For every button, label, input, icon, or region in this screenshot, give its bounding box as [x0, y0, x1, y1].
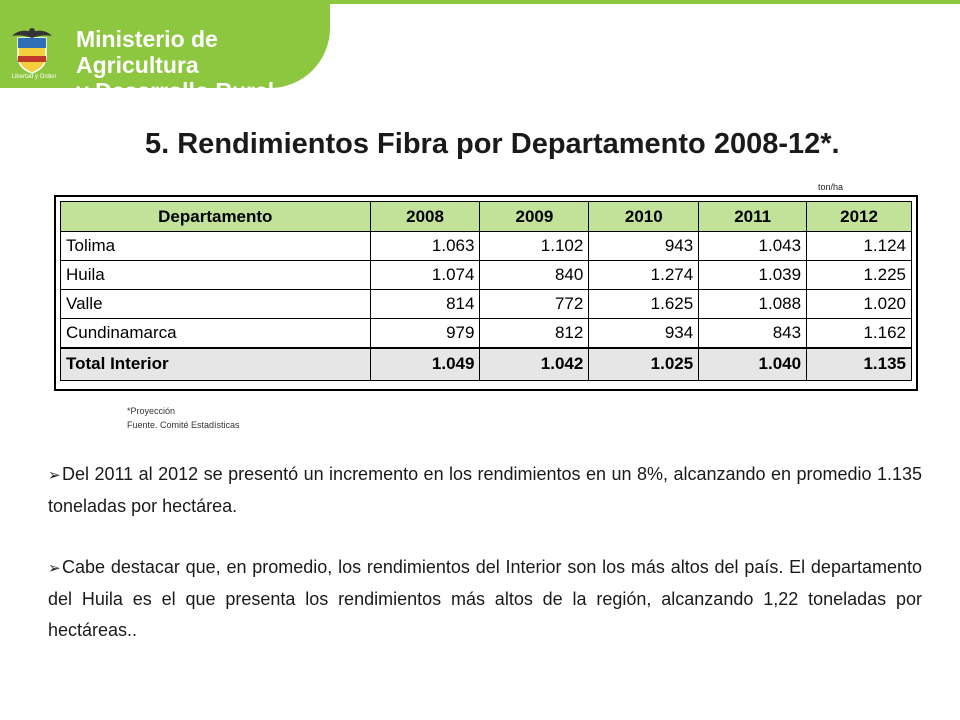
- table-header-row: [61, 202, 912, 232]
- crest-caption: Libertad y Orden: [11, 74, 57, 80]
- value-cell: 772: [480, 290, 589, 319]
- value-cell: 814: [370, 290, 480, 319]
- value-cell: 1.124: [807, 232, 912, 261]
- value-cell: 979: [370, 319, 480, 348]
- ministry-line-1: Ministerio de Agricultura: [76, 26, 218, 78]
- column-header: 2009: [480, 202, 589, 232]
- ministry-name: [76, 26, 330, 104]
- total-label-cell: Total Interior: [61, 348, 371, 381]
- projection-note: *Proyección: [127, 406, 176, 416]
- arrow-bullet-icon: ➢: [48, 560, 61, 577]
- department-cell: Valle: [61, 290, 371, 319]
- value-cell: 1.074: [370, 261, 480, 290]
- total-value-cell: 1.135: [807, 348, 912, 381]
- bullet-paragraph-1: [48, 459, 922, 522]
- value-cell: 1.225: [807, 261, 912, 290]
- value-cell: 1.039: [699, 261, 807, 290]
- value-cell: 1.043: [699, 232, 807, 261]
- column-header: Departamento: [61, 202, 371, 232]
- page-title: 5. Rendimientos Fibra por Departamento 2008-12*.: [145, 128, 840, 160]
- department-cell: Tolima: [61, 232, 371, 261]
- bullet-text: Del 2011 al 2012 se presentó un incremento en los rendimientos en un 8%, alcanzando en promedio 1.135 toneladas por hectárea.: [48, 464, 922, 516]
- value-cell: 943: [589, 232, 699, 261]
- coat-of-arms-icon: [8, 26, 56, 76]
- total-value-cell: 1.040: [699, 348, 807, 381]
- yield-table: [60, 201, 912, 381]
- value-cell: 840: [480, 261, 589, 290]
- table-row: [61, 232, 912, 261]
- bullet-text: Cabe destacar que, en promedio, los rendimientos del Interior son los más altos del país. El departamento del Huila es el que presenta los rendimientos más altos de la región, alcanzando 1,22 toneladas por hectáreas..: [48, 557, 922, 640]
- value-cell: 934: [589, 319, 699, 348]
- column-header: 2011: [699, 202, 807, 232]
- value-cell: 812: [480, 319, 589, 348]
- total-value-cell: 1.025: [589, 348, 699, 381]
- source-note: Fuente. Comité Estadísticas: [127, 420, 240, 430]
- value-cell: 1.088: [699, 290, 807, 319]
- value-cell: 1.020: [807, 290, 912, 319]
- table-row: [61, 290, 912, 319]
- total-value-cell: 1.049: [370, 348, 480, 381]
- total-row: [61, 348, 912, 381]
- table-row: [61, 261, 912, 290]
- value-cell: 1.063: [370, 232, 480, 261]
- column-header: 2012: [807, 202, 912, 232]
- bullet-paragraph-2: [48, 552, 922, 646]
- value-cell: 843: [699, 319, 807, 348]
- value-cell: 1.162: [807, 319, 912, 348]
- ministry-banner: [0, 4, 330, 104]
- value-cell: 1.274: [589, 261, 699, 290]
- department-cell: Huila: [61, 261, 371, 290]
- unit-label: ton/ha: [818, 182, 844, 192]
- column-header: 2010: [589, 202, 699, 232]
- table-row: [61, 319, 912, 348]
- table-footnotes: [127, 404, 240, 432]
- arrow-bullet-icon: ➢: [48, 467, 61, 484]
- department-cell: Cundinamarca: [61, 319, 371, 348]
- value-cell: 1.102: [480, 232, 589, 261]
- value-cell: 1.625: [589, 290, 699, 319]
- total-value-cell: 1.042: [480, 348, 589, 381]
- ministry-line-2: y Desarrollo Rural: [76, 78, 275, 104]
- yield-table-frame: [54, 195, 918, 391]
- column-header: 2008: [370, 202, 480, 232]
